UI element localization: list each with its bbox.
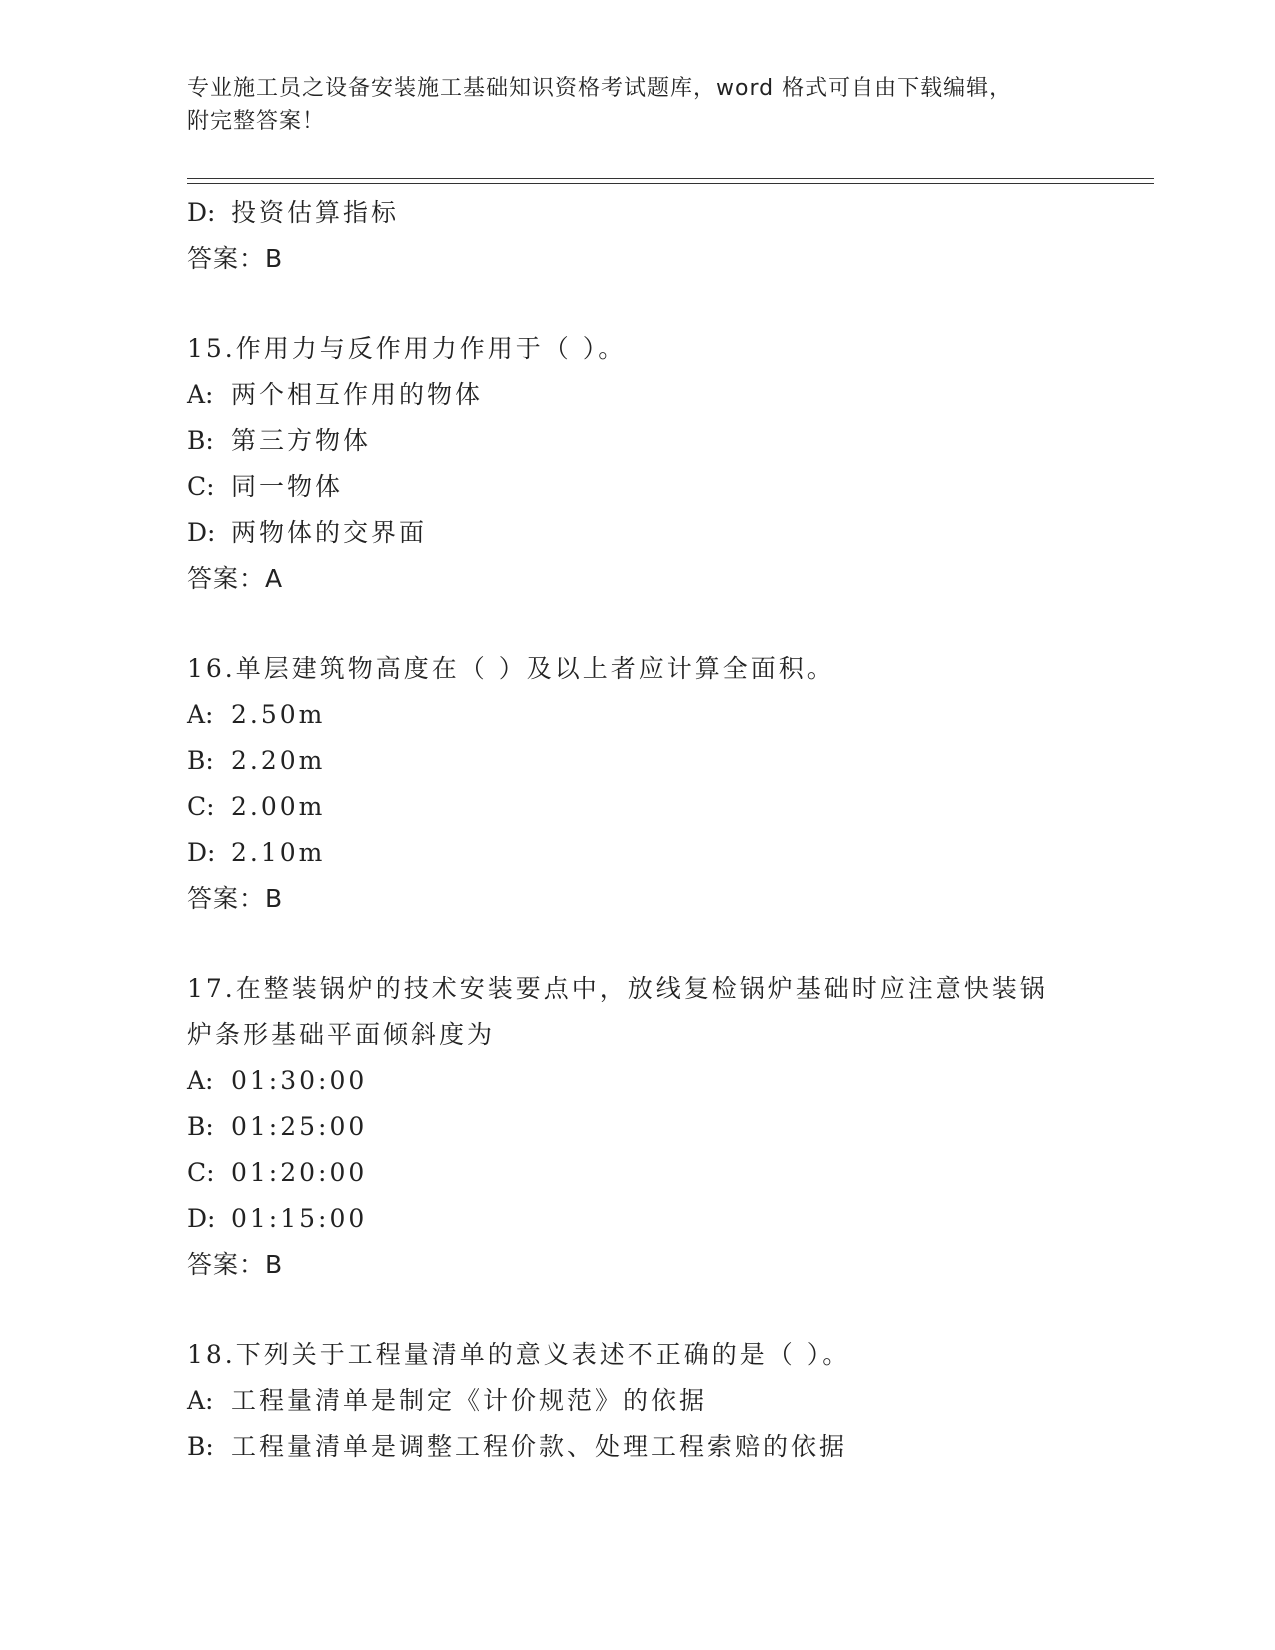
option-key: B: (187, 426, 214, 455)
option-text: 第三方物体 (231, 426, 372, 455)
option-text: 工程量清单是调整工程价款、处理工程索赔的依据 (231, 1432, 848, 1461)
option-key: A: (187, 380, 214, 409)
answer-line: 答案：B (187, 1250, 284, 1279)
option-b (187, 1424, 1147, 1470)
question-stem-line-1: 17.在整装锅炉的技术安装要点中，放线复检锅炉基础时应注意快装锅 (187, 974, 1048, 1003)
option-text: 2.10m (231, 838, 326, 867)
option-d (187, 1196, 1147, 1242)
option-text: 工程量清单是制定《计价规范》的依据 (231, 1386, 708, 1415)
option-text: 2.20m (231, 746, 326, 775)
option-d (187, 510, 1147, 556)
option-text: 01:30:00 (231, 1066, 368, 1095)
option-key: D: (187, 838, 216, 867)
option-key: D: (187, 1204, 216, 1233)
option-d (187, 830, 1147, 876)
option-a (187, 1058, 1147, 1104)
option-text: 两物体的交界面 (231, 518, 428, 547)
question-17 (187, 966, 1147, 1288)
answer-line: 答案：B (187, 884, 284, 913)
question-15 (187, 326, 1147, 602)
question-stem: 18.下列关于工程量清单的意义表述不正确的是（ ）。 (187, 1340, 851, 1369)
page-header (187, 72, 1067, 138)
option-key: C: (187, 1158, 215, 1187)
option-c (187, 1150, 1147, 1196)
option-key: B: (187, 746, 214, 775)
option-key: B: (187, 1112, 214, 1141)
option-text: 01:25:00 (231, 1112, 368, 1141)
option-a (187, 1378, 1147, 1424)
option-text: 投资估算指标 (231, 198, 400, 227)
document-body (187, 190, 1147, 1470)
option-b (187, 738, 1147, 784)
answer-line: 答案：B (187, 244, 284, 273)
question-stem: 16.单层建筑物高度在（ ）及以上者应计算全面积。 (187, 654, 835, 683)
option-a (187, 692, 1147, 738)
header-divider-top (187, 178, 1154, 179)
option-text: 同一物体 (231, 472, 344, 501)
option-key: C: (187, 472, 215, 501)
option-key: A: (187, 1386, 214, 1415)
question-16 (187, 646, 1147, 922)
option-key: D: (187, 198, 216, 227)
option-text: 2.00m (231, 792, 326, 821)
question-18 (187, 1332, 1147, 1470)
option-text: 01:20:00 (231, 1158, 368, 1187)
option-key: D: (187, 518, 216, 547)
option-key: A: (187, 700, 214, 729)
option-key: B: (187, 1432, 214, 1461)
option-b (187, 418, 1147, 464)
option-key: A: (187, 1066, 214, 1095)
option-text: 2.50m (231, 700, 326, 729)
option-text: 两个相互作用的物体 (231, 380, 484, 409)
option-b (187, 1104, 1147, 1150)
question-stem-line-2: 炉条形基础平面倾斜度为 (187, 1020, 496, 1049)
header-title-line-1: 专业施工员之设备安装施工基础知识资格考试题库，word 格式可自由下载编辑， (187, 76, 1013, 101)
question-stem: 15.作用力与反作用力作用于（ ）。 (187, 334, 627, 363)
option-c (187, 784, 1147, 830)
option-key: C: (187, 792, 215, 821)
option-c (187, 464, 1147, 510)
option-text: 01:15:00 (231, 1204, 368, 1233)
option-a (187, 372, 1147, 418)
answer-line: 答案：A (187, 564, 284, 593)
option-d (187, 190, 1147, 236)
header-title-line-2: 附完整答案！ (187, 109, 326, 134)
header-divider-bottom (187, 183, 1154, 184)
